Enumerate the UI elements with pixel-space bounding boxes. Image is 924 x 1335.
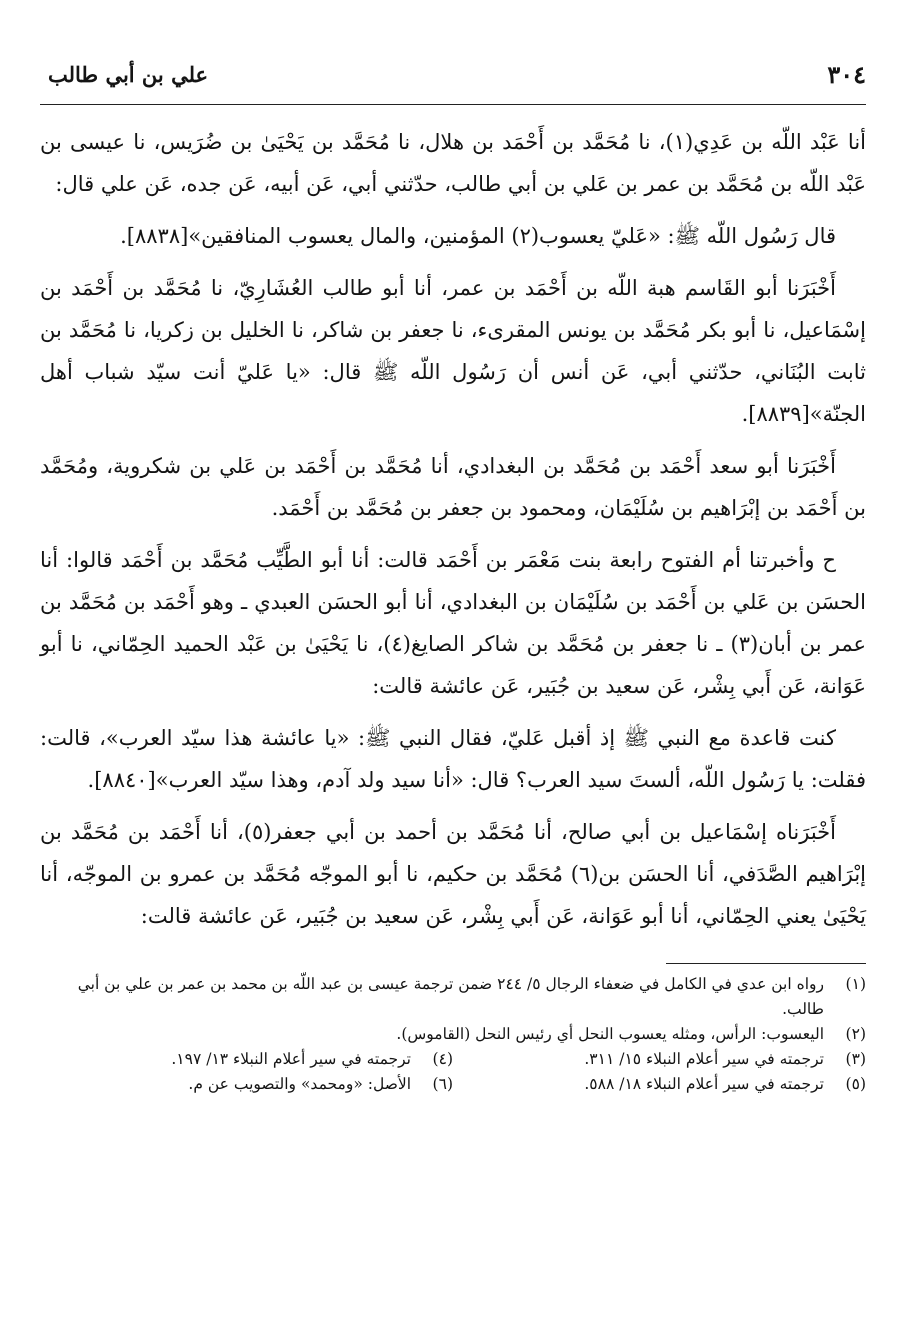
page-number: ٣٠٤ <box>827 60 866 89</box>
footnote-number: (٢) <box>845 1025 866 1043</box>
footnote-text: ترجمته في سير أعلام النبلاء ١٨/ ٥٨٨. <box>584 1075 824 1093</box>
book-page <box>40 60 866 1097</box>
paragraph: قال رَسُول اللّه ﷺ: «عَليّ يعسوب(٢) المؤمنين، والمال يعسوب المنافقين»[٨٨٣٨]. <box>120 224 836 248</box>
footnote-row <box>40 1047 866 1072</box>
running-title: علي بن أبي طالب <box>48 62 209 87</box>
paragraph: أَخْبَرَنا أبو القَاسم هبة اللّه بن أَحْمَد بن عمر، أنا أبو طالب العُشَارِيّ، نا مُحَمَّد بن أَحْمَد بن إسْمَاعيل، نا أبو بكر مُحَمَّد بن يونس المقرىء، نا جعفر بن شاكر، نا الخليل بن زكريا، نا مُحَمَّد بن ثابت البُنَاني، حدّثني أبي، عَن أنس أن رَسُول اللّه ﷺ قال: «يا عَليّ أنت سيّد شباب أهل الجنّة»[٨٨٣٩]. <box>40 276 866 426</box>
paragraph: كنت قاعدة مع النبي ﷺ إذ أقبل عَليّ، فقال النبي ﷺ: «يا عائشة هذا سيّد العرب»، قالت: فقلت: يا رَسُول اللّه، ألستَ سيد العرب؟ قال: «أنا سيد ولد آدم، وهذا سيّد العرب»[٨٨٤٠]. <box>40 726 866 792</box>
footnote <box>453 1047 866 1072</box>
footnote-number: (٦) <box>432 1075 453 1093</box>
footnote <box>40 1072 453 1097</box>
footnotes <box>40 972 866 1097</box>
paragraph: أَخْبَرَناه إسْمَاعيل بن أبي صالح، أنا مُحَمَّد بن أحمد بن أبي جعفر(٥)، أنا أَحْمَد بن مُحَمَّد بن إبْرَاهيم الصَّدَفي، أنا الحسَن بن(٦) مُحَمَّد بن حكيم، نا أبو الموجّه مُحَمَّد بن عمرو بن الموجّه، أنا يَحْيَىٰ يعني الحِمّاني، أنا أبو عَوَانة، عَن أَبي بِشْر، عَن سعيد بن جُبَير، عَن عائشة قالت: <box>40 820 866 928</box>
footnote-text: الأصل: «ومحمد» والتصويب عن م. <box>188 1075 411 1093</box>
footnote <box>453 1072 866 1097</box>
footnote-row <box>40 1072 866 1097</box>
page-header <box>40 60 866 105</box>
footnote <box>40 1047 453 1072</box>
main-text <box>40 121 866 937</box>
footnote-number: (١) <box>845 975 866 993</box>
footnote-divider <box>666 963 866 964</box>
footnote-text: ترجمته في سير أعلام النبلاء ١٣/ ١٩٧. <box>171 1050 411 1068</box>
paragraph: ح وأخبرتنا أم الفتوح رابعة بنت مَعْمَر بن أَحْمَد قالت: أنا أبو الطَّيِّب مُحَمَّد بن أَحْمَد قالوا: أنا الحسَن بن عَلي بن أَحْمَد بن سُلَيْمَان بن البغدادي، أنا أبو الحسَن العبدي ـ وهو أَحْمَد بن مُحَمَّد بن عمر بن أبان(٣) ـ نا جعفر بن مُحَمَّد بن شاكر الصايغ(٤)، نا يَحْيَىٰ بن عَبْد الحميد الحِمّاني، نا أبو عَوَانة، عَن أَبي بِشْر، عَن سعيد بن جُبَير، عَن عائشة قالت: <box>40 548 866 698</box>
paragraph: أنا عَبْد اللّه بن عَدِي(١)، نا مُحَمَّد بن أَحْمَد بن هلال، نا مُحَمَّد بن يَحْيَىٰ بن ضُرَيس، نا عيسى بن عَبْد اللّه بن مُحَمَّد بن عمر بن عَلي بن أبي طالب، حدّثني أبي، عَن أبيه، عَن جده، عَن علي قال: <box>40 130 866 196</box>
footnote-text: ترجمته في سير أعلام النبلاء ١٥/ ٣١١. <box>584 1050 824 1068</box>
footnote-number: (٤) <box>432 1050 453 1068</box>
footnote <box>40 972 866 1022</box>
footnote-number: (٥) <box>845 1075 866 1093</box>
footnote <box>40 1022 866 1047</box>
footnote-number: (٣) <box>845 1050 866 1068</box>
paragraph: أَخْبَرَنا أبو سعد أَحْمَد بن مُحَمَّد بن البغدادي، أنا مُحَمَّد بن أَحْمَد بن عَلي بن شكروية، ومُحَمَّد بن أَحْمَد بن إبْرَاهيم بن سُلَيْمَان، ومحمود بن جعفر بن مُحَمَّد بن أَحْمَد. <box>40 454 866 520</box>
footnote-text: اليعسوب: الرأس، ومثله يعسوب النحل أي رئيس النحل (القاموس). <box>396 1025 824 1043</box>
footnote-text: رواه ابن عدي في الكامل في ضعفاء الرجال ٥/ ٢٤٤ ضمن ترجمة عيسى بن عبد اللّه بن محمد بن عمر بن علي بن أبي طالب. <box>77 975 824 1018</box>
